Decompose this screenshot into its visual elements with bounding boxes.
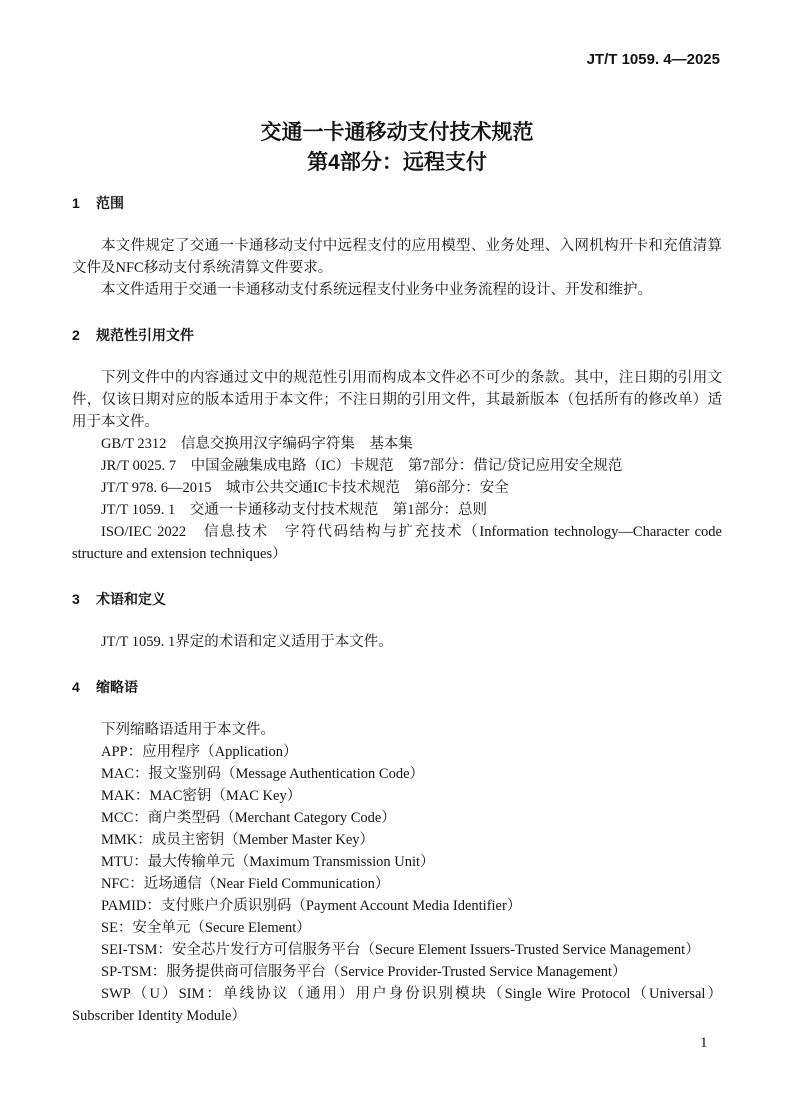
reference-item: JT/T 1059. 1 交通一卡通移动支付技术规范 第1部分：总则 [101, 502, 487, 518]
abbreviation-item: SWP（U）SIM：单线协议（通用）用户身份识别模块（Single Wire Protocol（Universal）Subscriber Identity Module） [72, 986, 722, 1024]
abbreviation-item: APP：应用程序（Application） [101, 744, 298, 760]
section-title: 术语和定义 [96, 591, 166, 607]
abbreviation-item: NFC：近场通信（Near Field Communication） [101, 876, 390, 892]
section-heading [72, 192, 722, 214]
section-number: 2 [72, 327, 80, 343]
page-number: 1 [700, 1035, 708, 1051]
abbreviation-item: SE：安全单元（Secure Element） [101, 920, 311, 936]
paragraph: 本文件规定了交通一卡通移动支付中远程支付的应用模型、业务处理、入网机构开卡和充值清算文件及NFC移动支付系统清算文件要求。 [72, 238, 722, 276]
section-abbreviations [72, 676, 722, 1027]
section-title: 规范性引用文件 [96, 327, 194, 343]
section-number: 1 [72, 195, 80, 211]
section-body [72, 631, 722, 653]
reference-item: JT/T 978. 6—2015 城市公共交通IC卡技术规范 第6部分：安全 [101, 480, 509, 496]
reference-item: JR/T 0025. 7 中国金融集成电路（IC）卡规范 第7部分：借记/贷记应用安全规范 [101, 458, 623, 474]
title-line-part: 第4部分：远程支付 [307, 151, 487, 174]
section-body [72, 367, 722, 565]
reference-item: ISO/IEC 2022 信息技术 字符代码结构与扩充技术（Information technology—Character code structure and extension techniques） [72, 524, 722, 562]
paragraph: JT/T 1059. 1界定的术语和定义适用于本文件。 [101, 634, 393, 650]
section-heading [72, 676, 722, 698]
reference-item: GB/T 2312 信息交换用汉字编码字符集 基本集 [101, 436, 413, 452]
section-scope [72, 192, 722, 301]
section-normative-references [72, 324, 722, 565]
paragraph: 本文件适用于交通一卡通移动支付系统远程支付业务中业务流程的设计、开发和维护。 [101, 282, 652, 298]
abbreviation-item: SEI-TSM：安全芯片发行方可信服务平台（Secure Element Issuers-Trusted Service Management） [101, 942, 700, 958]
section-number: 3 [72, 591, 80, 607]
section-heading [72, 324, 722, 346]
abbreviation-item: SP-TSM：服务提供商可信服务平台（Service Provider-Trusted Service Management） [101, 964, 627, 980]
section-body [72, 719, 722, 1027]
abbreviation-item: MAK：MAC密钥（MAC Key） [101, 788, 302, 804]
section-heading [72, 588, 722, 610]
section-terms-and-definitions [72, 588, 722, 653]
page-content [72, 118, 722, 1027]
paragraph: 下列文件中的内容通过文中的规范性引用而构成本文件必不可少的条款。其中，注日期的引用文件，仅该日期对应的版本适用于本文件；不注日期的引用文件，其最新版本（包括所有的修改单）适用于本文件。 [72, 370, 722, 430]
section-number: 4 [72, 679, 80, 695]
section-title: 缩略语 [96, 679, 138, 695]
abbreviation-item: MAC：报文鉴别码（Message Authentication Code） [101, 766, 424, 782]
title-line-main: 交通一卡通移动支付技术规范 [260, 121, 534, 144]
section-title: 范围 [96, 195, 124, 211]
paragraph: 下列缩略语适用于本文件。 [101, 722, 275, 738]
document-code: JT/T 1059. 4—2025 [586, 51, 720, 68]
section-body [72, 235, 722, 301]
abbreviation-item: MCC：商户类型码（Merchant Category Code） [101, 810, 396, 826]
abbreviation-item: MMK：成员主密钥（Member Master Key） [101, 832, 375, 848]
document-title [72, 118, 722, 178]
abbreviation-item: PAMID：支付账户介质识别码（Payment Account Media Identifier） [101, 898, 522, 914]
abbreviation-item: MTU：最大传输单元（Maximum Transmission Unit） [101, 854, 435, 870]
